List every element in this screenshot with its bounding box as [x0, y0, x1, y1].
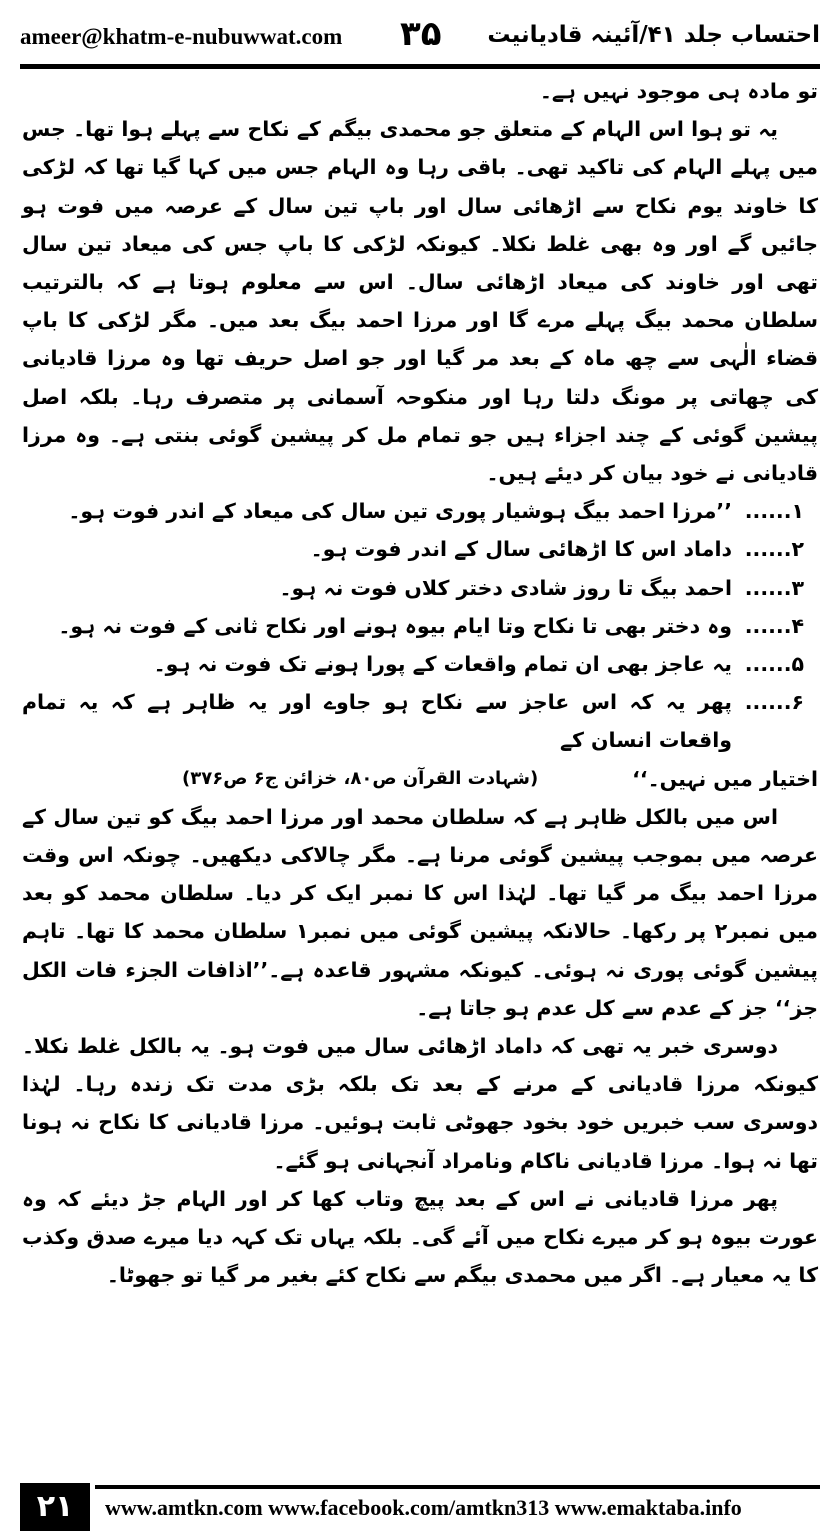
list-item-text: وہ دختر بھی تا نکاح وتا ایام بیوہ ہونے اور نکاح ثانی کے فوت نہ ہو۔: [58, 613, 732, 638]
list-item-number: ۲......: [744, 537, 804, 562]
list-item-5: [22, 645, 818, 683]
list-item-4: [22, 607, 818, 645]
list-item-6: [22, 683, 818, 759]
list-item-text: ’’مرزا احمد بیگ ہوشیار پوری تین سال کی میعاد کے اندر فوت ہو۔: [68, 499, 732, 524]
quote-end-text: اختیار میں نہیں۔‘‘: [632, 766, 818, 791]
footer-links[interactable]: www.amtkn.com www.facebook.com/amtkn313 www.emaktaba.info: [105, 1495, 742, 1520]
footer-page-number: ۲۱: [20, 1483, 90, 1531]
header-email[interactable]: ameer@khatm-e-nubuwwat.com: [20, 24, 343, 49]
list-item-number: ۳......: [744, 575, 804, 600]
list-item-text: احمد بیگ تا روز شادی دختر کلاں فوت نہ ہو۔: [279, 575, 732, 600]
list-item-number: ۴......: [744, 613, 804, 638]
citation: (شہادت القرآن ص۸۰، خزائن ج۶ ص۳۷۶): [182, 767, 539, 789]
page-body: [22, 72, 818, 1472]
list-item-text: پھر یہ کہ اس عاجز سے نکاح ہو جاوے اور یہ ظاہر ہے کہ یہ تمام واقعات انسان کے: [22, 690, 732, 753]
list-item-number: ۱......: [744, 499, 804, 524]
paragraph-3: اس میں بالکل ظاہر ہے کہ سلطان محمد اور مرزا احمد بیگ کو تین سال کے عرصہ میں بموجب پیشین گوئی مرنا ہے۔ مگر چالاکی دیکھیں۔ چونکہ اس وقت مرزا احمد بیگ مر گیا تھا۔ لہٰذا اس کا نمبر ایک کر دیا۔ سلطان محمد کو بعد میں نمبر۲ پر رکھا۔ حالانکہ پیشین گوئی میں نمبر۱ سلطان محمد کا تھا۔ تاہم پیشین گوئی پوری نہ ہوئی۔ کیونکہ مشہور قاعدہ ہے۔’’اذافات الجزء فات الکل جز‘‘ جز کے عدم سے کل عدم ہو جاتا ہے۔: [22, 804, 818, 1020]
paragraph-4: دوسری خبر یہ تھی کہ داماد اڑھائی سال میں فوت ہو۔ یہ بالکل غلط نکلا۔ کیونکہ مرزا قادیانی کے مرنے کے بعد تک بلکہ بڑی مدت تک زندہ رہا۔ لہٰذا دوسری سب خبریں خود بخود جھوٹی ثابت ہوئیں۔ مرزا قادیانی کا نکاح نہ ہونا تھا نہ ہوا۔ مرزا قادیانی ناکام ونامراد آنجہانی ہو گئے۔: [22, 1034, 818, 1173]
list-item-number: ۶......: [744, 690, 804, 715]
footer-rule: [95, 1485, 820, 1489]
paragraph-5: پھر مرزا قادیانی نے اس کے بعد پیچ وتاب کھا کر اور الہام جڑ دیئے کہ وہ عورت بیوہ ہو کر میرے نکاح میں آئے گی۔ بلکہ یہاں تک کہہ دیا میرے صدق وکذب کا یہ معیار ہے۔ اگر میں محمدی بیگم سے نکاح کئے بغیر مر گیا تو جھوٹا۔: [22, 1186, 818, 1288]
header-page-number: ۳۵: [400, 14, 442, 54]
list-item-text: داماد اس کا اڑھائی سال کے اندر فوت ہو۔: [310, 537, 732, 562]
list-item-text: یہ عاجز بھی ان تمام واقعات کے پورا ہونے تک فوت نہ ہو۔: [153, 652, 732, 677]
paragraph-1: تو مادہ ہی موجود نہیں ہے۔: [539, 79, 818, 103]
paragraph-2: یہ تو ہوا اس الہام کے متعلق جو محمدی بیگم کے نکاح سے پہلے ہوا تھا۔ جس میں پہلے الہام کی تاکید تھی۔ باقی رہا وہ الہام جس میں کہا گیا تھا کہ لڑکی کا خاوند یوم نکاح سے اڑھائی سال اور باپ تین سال کے عرصہ میں فوت ہو جائیں گے اور وہ بھی غلط نکلا۔ کیونکہ لڑکی کا باپ جس کی میعاد تین سال تھی اور خاوند کی میعاد اڑھائی سال۔ اس سے معلوم ہوتا ہے کہ بالترتیب سلطان محمد بیگ پہلے مرے گا اور مرزا احمد بیگ بعد میں۔ مگر لڑکی کا باپ قضاء الٰہی سے چھ ماہ کے بعد مر گیا اور جو اصل حریف تھا وہ مرزا قادیانی کی چھاتی پر مونگ دلتا رہا اور منکوحہ آسمانی پر متصرف رہا۔ بلکہ اصل پیشین گوئی کے چند اجزاء ہیں جو تمام مل کر پیشین گوئی بنتی ہے۔ وہ مرزا قادیانی نے خود بیان کر دیئے ہیں۔: [22, 117, 818, 486]
quote-end-line: [22, 760, 818, 798]
list-item-number: ۵......: [744, 652, 804, 677]
header-book-title: احتساب جلد ۴۱/آئینہ قادیانیت: [487, 22, 820, 48]
header-rule: [20, 64, 820, 69]
page-header: [20, 10, 820, 70]
page-footer: [20, 1483, 820, 1533]
list-item-1: [22, 492, 818, 530]
list-item-2: [22, 530, 818, 568]
list-item-3: [22, 569, 818, 607]
